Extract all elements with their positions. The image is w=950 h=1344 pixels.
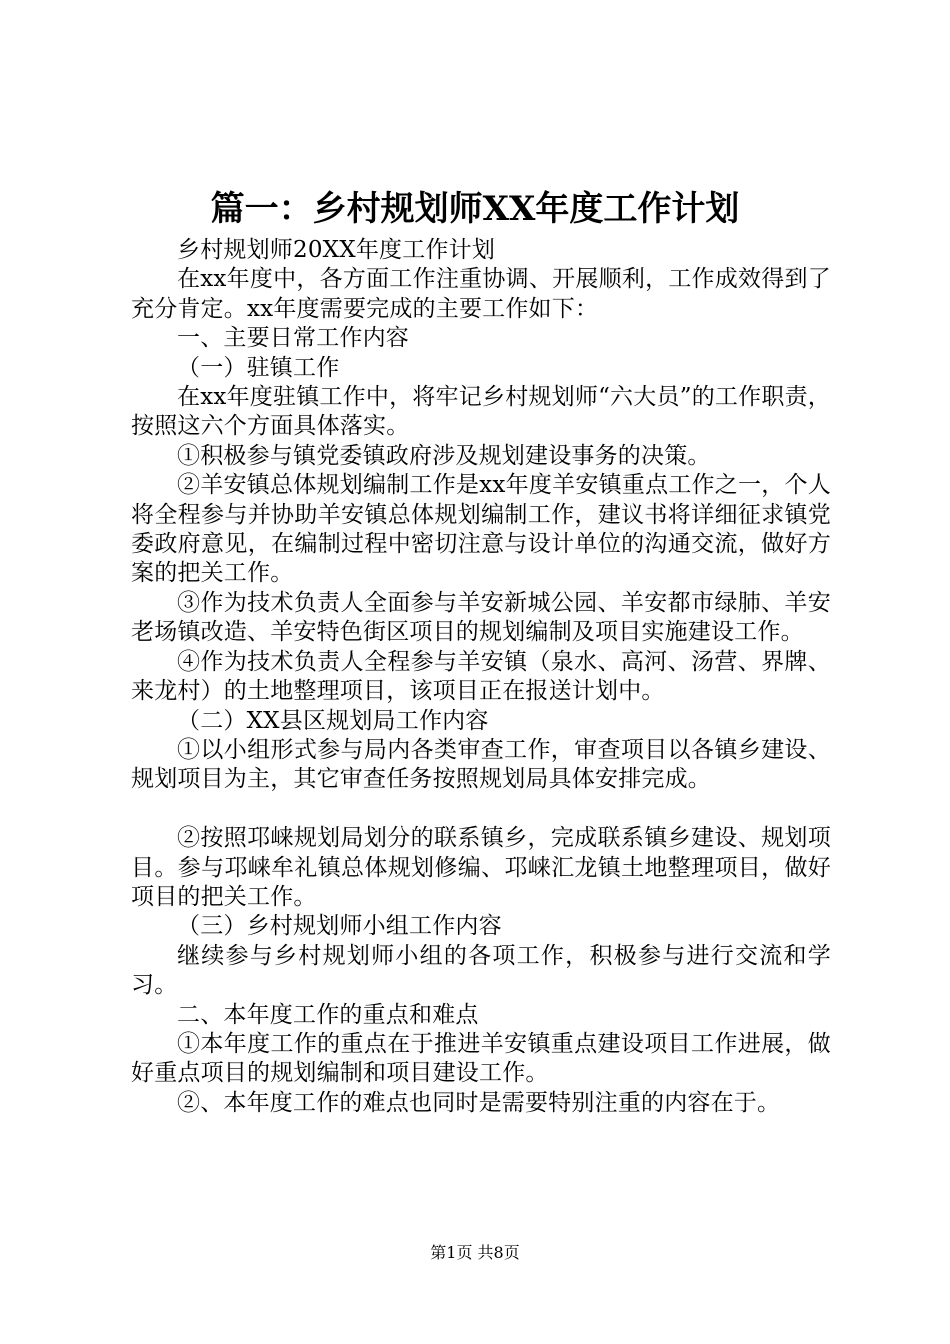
heading-section-1: 一、主要日常工作内容 <box>177 325 409 352</box>
paragraph-intro: 在xx年度中，各方面工作注重协调、开展顺利，工作成效得到了充分肯定。xx年度需要完成的主要工作如下： <box>131 266 831 322</box>
heading-subsection-1: （一）驻镇工作 <box>177 354 340 381</box>
list-item-7: ①本年度工作的重点在于推进羊安镇重点建设项目工作进展，做好重点项目的规划编制和项目建设工作。 <box>131 1030 831 1087</box>
heading-subsection-3: （三）乡村规划师小组工作内容 <box>177 913 502 940</box>
list-item-3: ③作为技术负责人全面参与羊安新城公园、羊安都市绿肺、羊安老场镇改造、羊安特色街区项目的规划编制及项目实施建设工作。 <box>131 589 831 646</box>
list-item-6: ②按照邛崃规划局划分的联系镇乡，完成联系镇乡建设、规划项目。参与邛崃牟礼镇总体规划修编、邛崃汇龙镇土地整理项目，做好项目的把关工作。 <box>131 825 831 910</box>
list-item-1: ①积极参与镇党委镇政府涉及规划建设事务的决策。 <box>177 442 711 469</box>
heading-section-2: 二、本年度工作的重点和难点 <box>177 1001 479 1028</box>
list-item-5: ①以小组形式参与局内各类审查工作，审查项目以各镇乡建设、规划项目为主，其它审查任务按照规划局具体安排完成。 <box>131 736 831 793</box>
page-footer: 第1页 共8页 <box>430 1243 520 1262</box>
paragraph-group-work: 继续参与乡村规划师小组的各项工作，积极参与进行交流和学习。 <box>131 942 831 999</box>
paragraph-town-duties: 在xx年度驻镇工作中，将牢记乡村规划师“六大员”的工作职责，按照这六个方面具体落实。 <box>131 384 831 440</box>
list-item-2: ②羊安镇总体规划编制工作是xx年度羊安镇重点工作之一，个人将全程参与并协助羊安镇总体规划编制工作，建议书将详细征求镇党委政府意见，在编制过程中密切注意与设计单位的沟通交流，做好方案的把关工作。 <box>131 472 831 587</box>
list-item-4: ④作为技术负责人全程参与羊安镇（泉水、高河、汤营、界牌、来龙村）的土地整理项目，该项目正在报送计划中。 <box>131 648 831 705</box>
document-title: 篇一：乡村规划师XX年度工作计划 <box>210 189 740 229</box>
heading-subsection-2: （二）XX县区规划局工作内容 <box>177 707 489 734</box>
document-body <box>131 236 831 1118</box>
paragraph-subtitle: 乡村规划师20XX年度工作计划 <box>177 237 496 263</box>
list-item-8: ②、本年度工作的难点也同时是需要特别注重的内容在于。 <box>177 1089 781 1116</box>
